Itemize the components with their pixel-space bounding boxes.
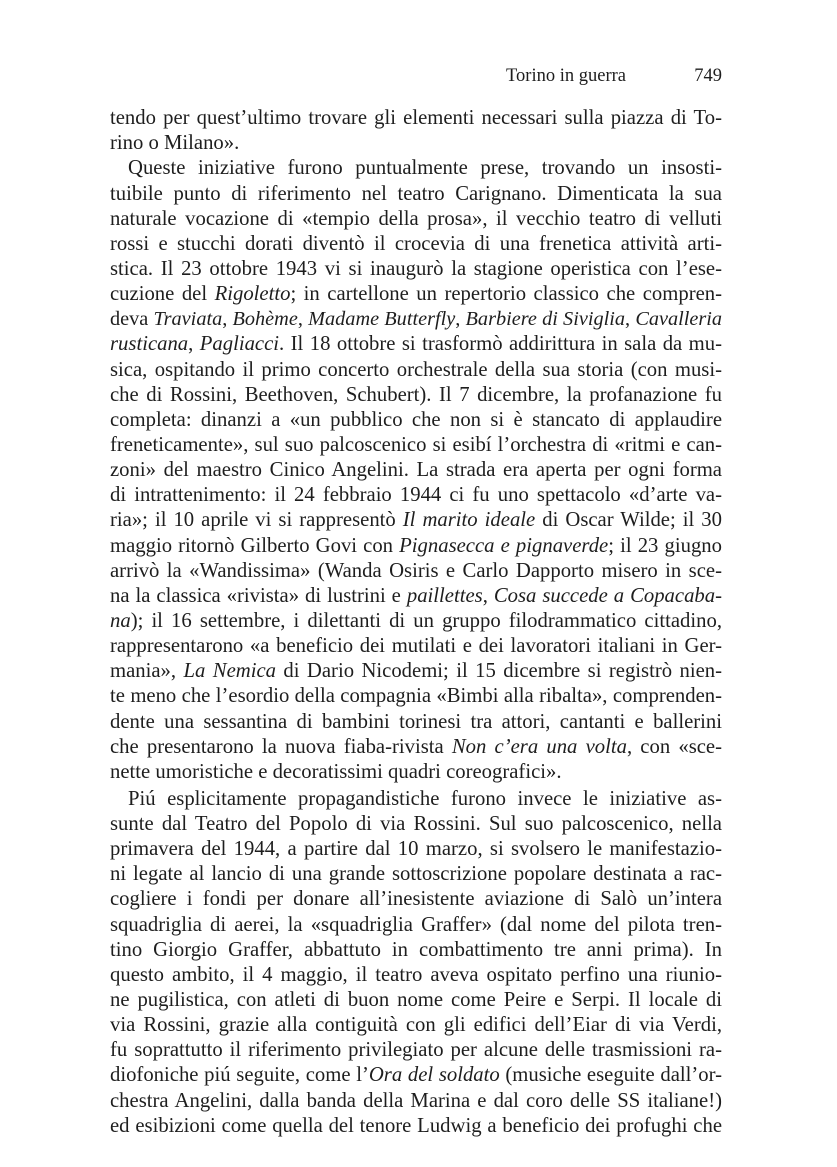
text-line: rossi e stucchi dorati diventò il crocevia di una frenetica attività arti-	[110, 233, 722, 255]
text-line: sica, ospitando il primo concerto orchestrale della sua storia (con musi-	[110, 359, 722, 381]
text-line: di intrattenimento: il 24 febbraio 1944 ci fu uno spettacolo «d’arte va-	[110, 484, 722, 506]
text-line: Queste iniziative furono puntualmente prese, trovando un insosti-	[128, 157, 722, 179]
text-line: Piú esplicitamente propagandistiche furono invece le iniziative as-	[128, 788, 722, 810]
text-line: na la classica «rivista» di lustrini e paillettes, Cosa succede a Copacaba-	[110, 585, 723, 607]
text-line: tino Giorgio Graffer, abbattuto in combattimento tre anni prima). In	[110, 939, 722, 961]
text-line: squadriglia di aerei, la «squadriglia Graffer» (dal nome del pilota tren-	[110, 914, 722, 936]
text-line: cuzione del Rigoletto; in cartellone un repertorio classico che compren-	[110, 283, 722, 305]
text-line: na); il 16 settembre, i dilettanti di un gruppo filodrammatico cittadino,	[110, 610, 722, 632]
text-line: naturale vocazione di «tempio della prosa», il vecchio teatro di velluti	[110, 208, 722, 230]
text-line: sunte dal Teatro del Popolo di via Rossini. Sul suo palcoscenico, nella	[110, 813, 722, 835]
page-number: 749	[694, 66, 722, 86]
text-line: fu soprattutto il riferimento privilegiato per alcune delle trasmissioni ra-	[110, 1039, 722, 1061]
text-line: deva Traviata, Bohème, Madame Butterfly, Barbiere di Siviglia, Cavalleria	[110, 308, 723, 330]
text-line: rino o Milano».	[110, 132, 240, 154]
text-line: zoni» del maestro Cinico Angelini. La strada era aperta per ogni forma	[110, 459, 722, 481]
text-line: che presentarono la nuova fiaba-rivista Non c’era una volta, con «sce-	[110, 736, 722, 758]
text-line: primavera del 1944, a partire dal 10 marzo, si svolsero le manifestazio-	[110, 838, 722, 860]
text-line: freneticamente», sul suo palcoscenico si esibí l’orchestra di «ritmi e can-	[110, 434, 722, 456]
text-line: maggio ritornò Gilberto Govi con Pignasecca e pignaverde; il 23 giugno	[110, 535, 722, 557]
text-line: cogliere i fondi per donare all’inesistente aviazione di Salò un’intera	[110, 888, 722, 910]
text-line: via Rossini, grazie alla contiguità con gli edifici dell’Eiar di via Verdi,	[110, 1014, 722, 1036]
text-line: chestra Angelini, dalla banda della Marina e dal coro delle SS italiane!)	[110, 1090, 722, 1112]
text-line: ni legate al lancio di una grande sottoscrizione popolare destinata a rac-	[110, 863, 722, 885]
text-line: ed esibizioni come quella del tenore Ludwig a beneficio dei profughi che	[110, 1115, 722, 1137]
text-line: mania», La Nemica di Dario Nicodemi; il 15 dicembre si registrò nien-	[110, 660, 722, 682]
text-line: ria»; il 10 aprile vi si rappresentò Il marito ideale di Oscar Wilde; il 30	[110, 509, 722, 531]
text-line: rappresentarono «a beneficio dei mutilati e dei lavoratori italiani in Ger-	[110, 635, 722, 657]
text-line: dente una sessantina di bambini torinesi tra attori, cantanti e ballerini	[110, 711, 722, 733]
text-line: questo ambito, il 4 maggio, il teatro aveva ospitato perfino una riunio-	[110, 964, 722, 986]
text-line: ne pugilistica, con atleti di buon nome come Peire e Serpi. Il locale di	[110, 989, 722, 1011]
running-title: Torino in guerra	[506, 66, 626, 86]
text-line: te meno che l’esordio della compagnia «Bimbi alla ribalta», comprenden-	[110, 685, 722, 707]
text-line: stica. Il 23 ottobre 1943 vi si inaugurò la stagione operistica con l’ese-	[110, 258, 722, 280]
text-line: nette umoristiche e decoratissimi quadri coreografici».	[110, 761, 562, 783]
text-line: completa: dinanzi a «un pubblico che non si è stancato di applaudire	[110, 409, 722, 431]
text-line: rusticana, Pagliacci. Il 18 ottobre si trasformò addirittura in sala da mu-	[110, 333, 722, 355]
text-line: arrivò la «Wandissima» (Wanda Osiris e Carlo Dapporto misero in sce-	[110, 560, 722, 582]
text-line: che di Rossini, Beethoven, Schubert). Il 7 dicembre, la profanazione fu	[110, 384, 722, 406]
text-line: tendo per quest’ultimo trovare gli elementi necessari sulla piazza di To-	[110, 107, 722, 129]
text-line: diofoniche piú seguite, come l’Ora del soldato (musiche eseguite dall’or-	[110, 1064, 723, 1086]
text-line: tuibile punto di riferimento nel teatro Carignano. Dimenticata la sua	[110, 183, 722, 205]
